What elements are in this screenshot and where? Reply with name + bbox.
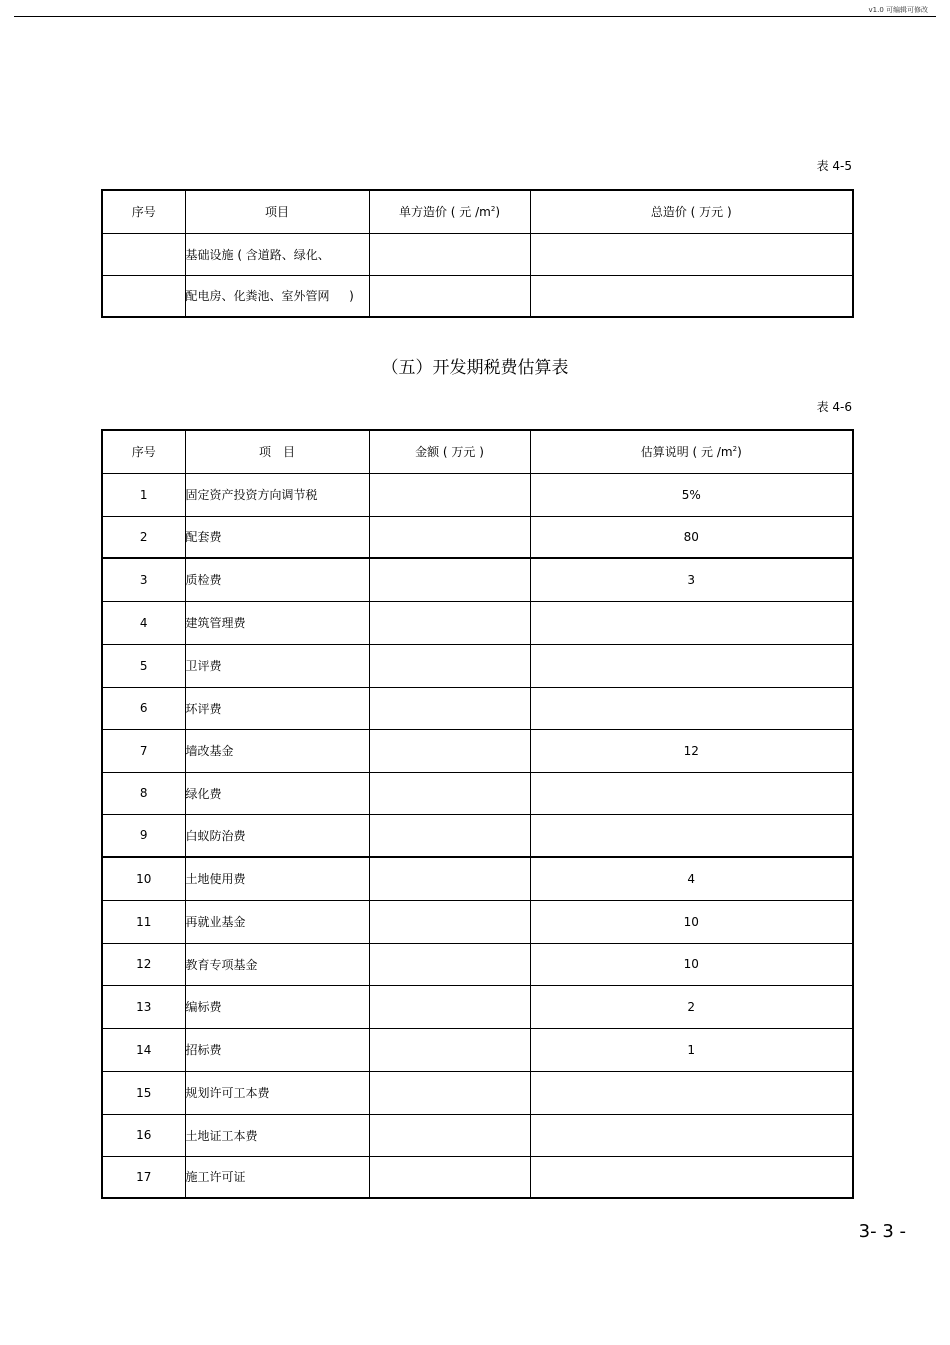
cell-serial — [102, 275, 185, 317]
table-row — [102, 943, 853, 985]
cell-unit-cost — [369, 275, 530, 317]
cell-amount — [369, 1071, 530, 1114]
cell-estimate: 5% — [530, 473, 853, 516]
cell-serial — [102, 233, 185, 275]
table-row — [102, 1156, 853, 1198]
cell-item: 绿化费 — [185, 772, 369, 814]
table-row — [102, 1028, 853, 1071]
cell-item: 建筑管理费 — [185, 601, 369, 644]
cell-amount — [369, 814, 530, 857]
cell-estimate: 10 — [530, 943, 853, 985]
table-row — [102, 516, 853, 558]
cell-serial: 9 — [102, 814, 185, 857]
cell-estimate: 10 — [530, 900, 853, 943]
cell-estimate — [530, 601, 853, 644]
table-4-5-number: 表 4-5 — [816, 159, 852, 173]
cell-serial: 11 — [102, 900, 185, 943]
table-row — [102, 857, 853, 900]
table-row — [102, 1114, 853, 1156]
cell-item: 墙改基金 — [185, 729, 369, 772]
cell-estimate — [530, 644, 853, 687]
cell-item: 招标费 — [185, 1028, 369, 1071]
cell-serial: 3 — [102, 558, 185, 601]
cell-serial: 16 — [102, 1114, 185, 1156]
header-item: 项目 — [185, 190, 369, 233]
cell-serial: 4 — [102, 601, 185, 644]
table-row — [102, 814, 853, 857]
cell-amount — [369, 729, 530, 772]
table-header-row — [102, 430, 853, 473]
cell-total-cost — [530, 233, 853, 275]
cell-item: 教育专项基金 — [185, 943, 369, 985]
cell-estimate: 4 — [530, 857, 853, 900]
cell-estimate: 2 — [530, 985, 853, 1028]
cell-amount — [369, 644, 530, 687]
cell-amount — [369, 943, 530, 985]
cell-serial: 2 — [102, 516, 185, 558]
cell-estimate: 3 — [530, 558, 853, 601]
cell-amount — [369, 1114, 530, 1156]
cell-item: 再就业基金 — [185, 900, 369, 943]
cell-estimate — [530, 687, 853, 729]
table-row — [102, 985, 853, 1028]
cell-serial: 15 — [102, 1071, 185, 1114]
cell-unit-cost — [369, 233, 530, 275]
table-row — [102, 275, 853, 317]
cell-item: 配电房、化粪池、室外管网 ) — [185, 275, 369, 317]
cell-item: 土地使用费 — [185, 857, 369, 900]
cell-serial: 10 — [102, 857, 185, 900]
cell-item: 土地证工本费 — [185, 1114, 369, 1156]
cell-estimate: 1 — [530, 1028, 853, 1071]
cell-item: 规划许可工本费 — [185, 1071, 369, 1114]
cell-item: 基础设施 ( 含道路、绿化、 — [185, 233, 369, 275]
cell-serial: 14 — [102, 1028, 185, 1071]
page-number: 3- 3 - — [858, 1221, 906, 1242]
cell-serial: 5 — [102, 644, 185, 687]
cell-serial: 13 — [102, 985, 185, 1028]
header-estimate-note: 估算说明 ( 元 $/m^2$) — [530, 430, 853, 473]
cell-serial: 7 — [102, 729, 185, 772]
cell-item: 质检费 — [185, 558, 369, 601]
table-row — [102, 644, 853, 687]
cell-estimate — [530, 814, 853, 857]
header-unit-cost: 单方造价 ( 元 $/m^2$) — [369, 190, 530, 233]
table-row — [102, 729, 853, 772]
cell-serial: 1 — [102, 473, 185, 516]
version-tag: v1.0 可编辑可修改 — [868, 6, 928, 14]
cell-amount — [369, 516, 530, 558]
cell-item: 卫评费 — [185, 644, 369, 687]
table-row — [102, 1071, 853, 1114]
cell-serial: 8 — [102, 772, 185, 814]
cell-amount — [369, 601, 530, 644]
header-amount: 金额 ( 万元 ) — [369, 430, 530, 473]
cell-estimate — [530, 772, 853, 814]
cell-item: 白蚁防治费 — [185, 814, 369, 857]
header-rule — [14, 16, 936, 17]
cell-amount — [369, 473, 530, 516]
cell-item: 配套费 — [185, 516, 369, 558]
cell-item: 施工许可证 — [185, 1156, 369, 1198]
cell-estimate — [530, 1156, 853, 1198]
cell-amount — [369, 687, 530, 729]
cell-amount — [369, 1028, 530, 1071]
cell-estimate: 80 — [530, 516, 853, 558]
cell-amount — [369, 1156, 530, 1198]
cell-amount — [369, 985, 530, 1028]
table-4-5 — [101, 189, 854, 318]
table-4-6 — [101, 429, 854, 1199]
section-title: （五）开发期税费估算表 — [381, 358, 569, 378]
cell-serial: 6 — [102, 687, 185, 729]
table-4-6-number: 表 4-6 — [816, 400, 852, 414]
cell-amount — [369, 558, 530, 601]
header-serial: 序号 — [102, 190, 185, 233]
table-row — [102, 772, 853, 814]
cell-item: 固定资产投资方向调节税 — [185, 473, 369, 516]
cell-amount — [369, 772, 530, 814]
table-row — [102, 473, 853, 516]
cell-amount — [369, 900, 530, 943]
cell-serial: 17 — [102, 1156, 185, 1198]
header-serial: 序号 — [102, 430, 185, 473]
cell-total-cost — [530, 275, 853, 317]
table-row — [102, 601, 853, 644]
table-row — [102, 558, 853, 601]
table-row — [102, 687, 853, 729]
cell-serial: 12 — [102, 943, 185, 985]
header-total-cost: 总造价 ( 万元 ) — [530, 190, 853, 233]
table-header-row — [102, 190, 853, 233]
cell-estimate — [530, 1114, 853, 1156]
table-row — [102, 233, 853, 275]
cell-item: 编标费 — [185, 985, 369, 1028]
cell-amount — [369, 857, 530, 900]
table-row — [102, 900, 853, 943]
cell-estimate — [530, 1071, 853, 1114]
cell-estimate: 12 — [530, 729, 853, 772]
header-item: 项 目 — [185, 430, 369, 473]
cell-item: 环评费 — [185, 687, 369, 729]
